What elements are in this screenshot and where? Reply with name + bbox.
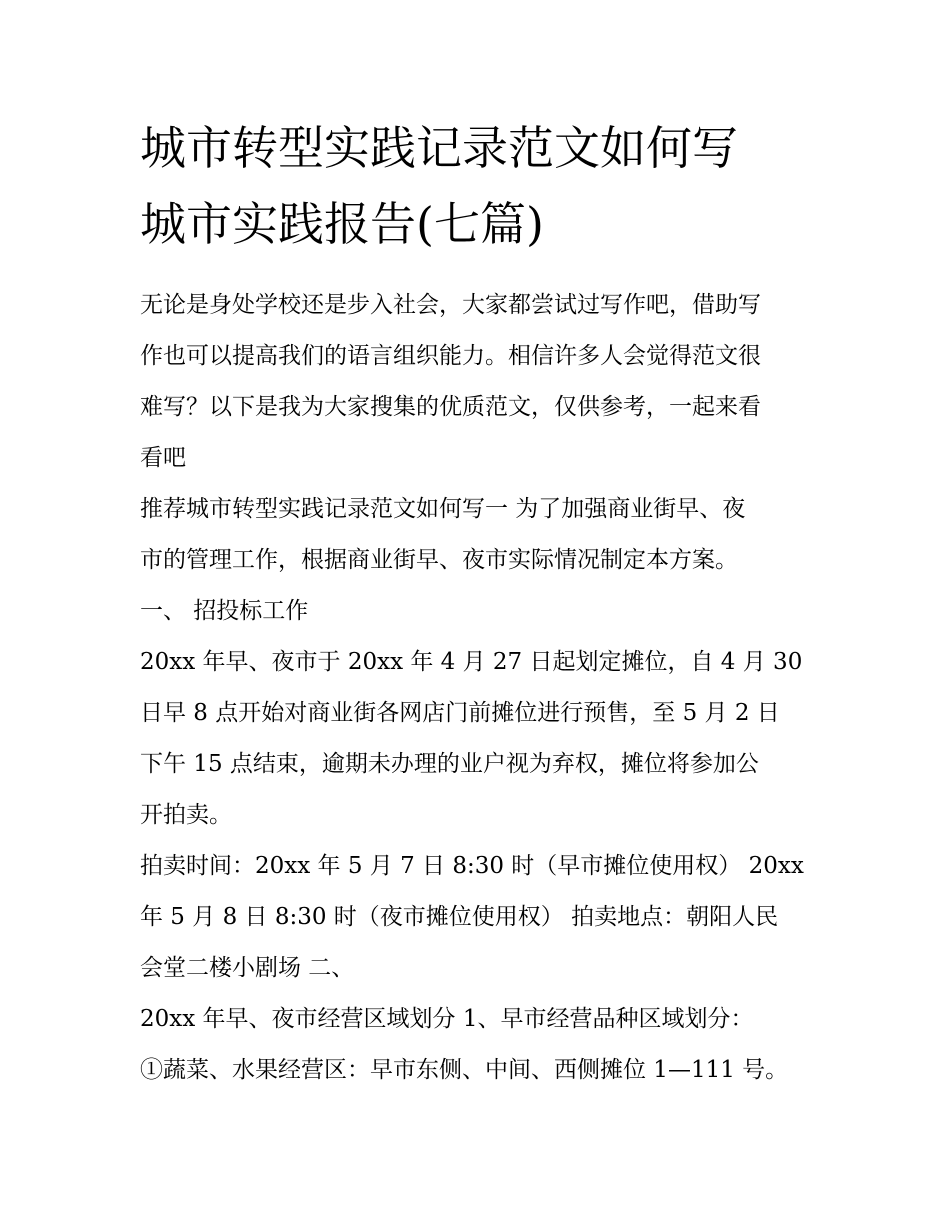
auction-paragraph-line-3: 会堂二楼小剧场 二、: [140, 955, 355, 981]
title-line-2: 城市实践报告(七篇): [140, 197, 544, 251]
intro-line-1: 无论是身处学校还是步入社会，大家都尝试过写作吧，借助写: [140, 292, 761, 318]
zoning-paragraph-line-2: ①蔬菜、水果经营区：早市东侧、中间、西侧摊位 1—111 号。: [140, 1057, 789, 1083]
auction-paragraph-line-2: 年 5 月 8 日 8:30 时（夜市摊位使用权） 拍卖地点：朝阳人民: [140, 904, 779, 930]
section-heading-bidding: 一、 招投标工作: [140, 598, 309, 624]
intro-line-2: 作也可以提高我们的语言组织能力。相信许多人会觉得范文很: [140, 343, 761, 369]
intro-line-4: 看吧: [140, 445, 186, 471]
bidding-paragraph-line-3: 下午 15 点结束，逾期未办理的业户视为弃权，摊位将参加公: [140, 751, 759, 777]
title-line-1: 城市转型实践记录范文如何写: [140, 121, 738, 175]
bidding-paragraph-line-1: 20xx 年早、夜市于 20xx 年 4 月 27 日起划定摊位，自 4 月 30: [140, 649, 803, 675]
section-intro-line-2: 市的管理工作，根据商业街早、夜市实际情况制定本方案。: [140, 547, 738, 573]
intro-line-3: 难写？以下是我为大家搜集的优质范文，仅供参考，一起来看: [140, 394, 761, 420]
auction-paragraph-line-1: 拍卖时间：20xx 年 5 月 7 日 8:30 时（早市摊位使用权） 20xx: [140, 853, 804, 879]
bidding-paragraph-line-4: 开拍卖。: [140, 802, 232, 828]
section-intro-line-1: 推荐城市转型实践记录范文如何写一 为了加强商业街早、夜: [140, 496, 746, 522]
zoning-paragraph-line-1: 20xx 年早、夜市经营区域划分 1、早市经营品种区域划分：: [140, 1006, 754, 1032]
bidding-paragraph-line-2: 日早 8 点开始对商业街各网店门前摊位进行预售，至 5 月 2 日: [140, 700, 780, 726]
document-title: [140, 110, 820, 262]
document-body: [140, 280, 820, 1096]
